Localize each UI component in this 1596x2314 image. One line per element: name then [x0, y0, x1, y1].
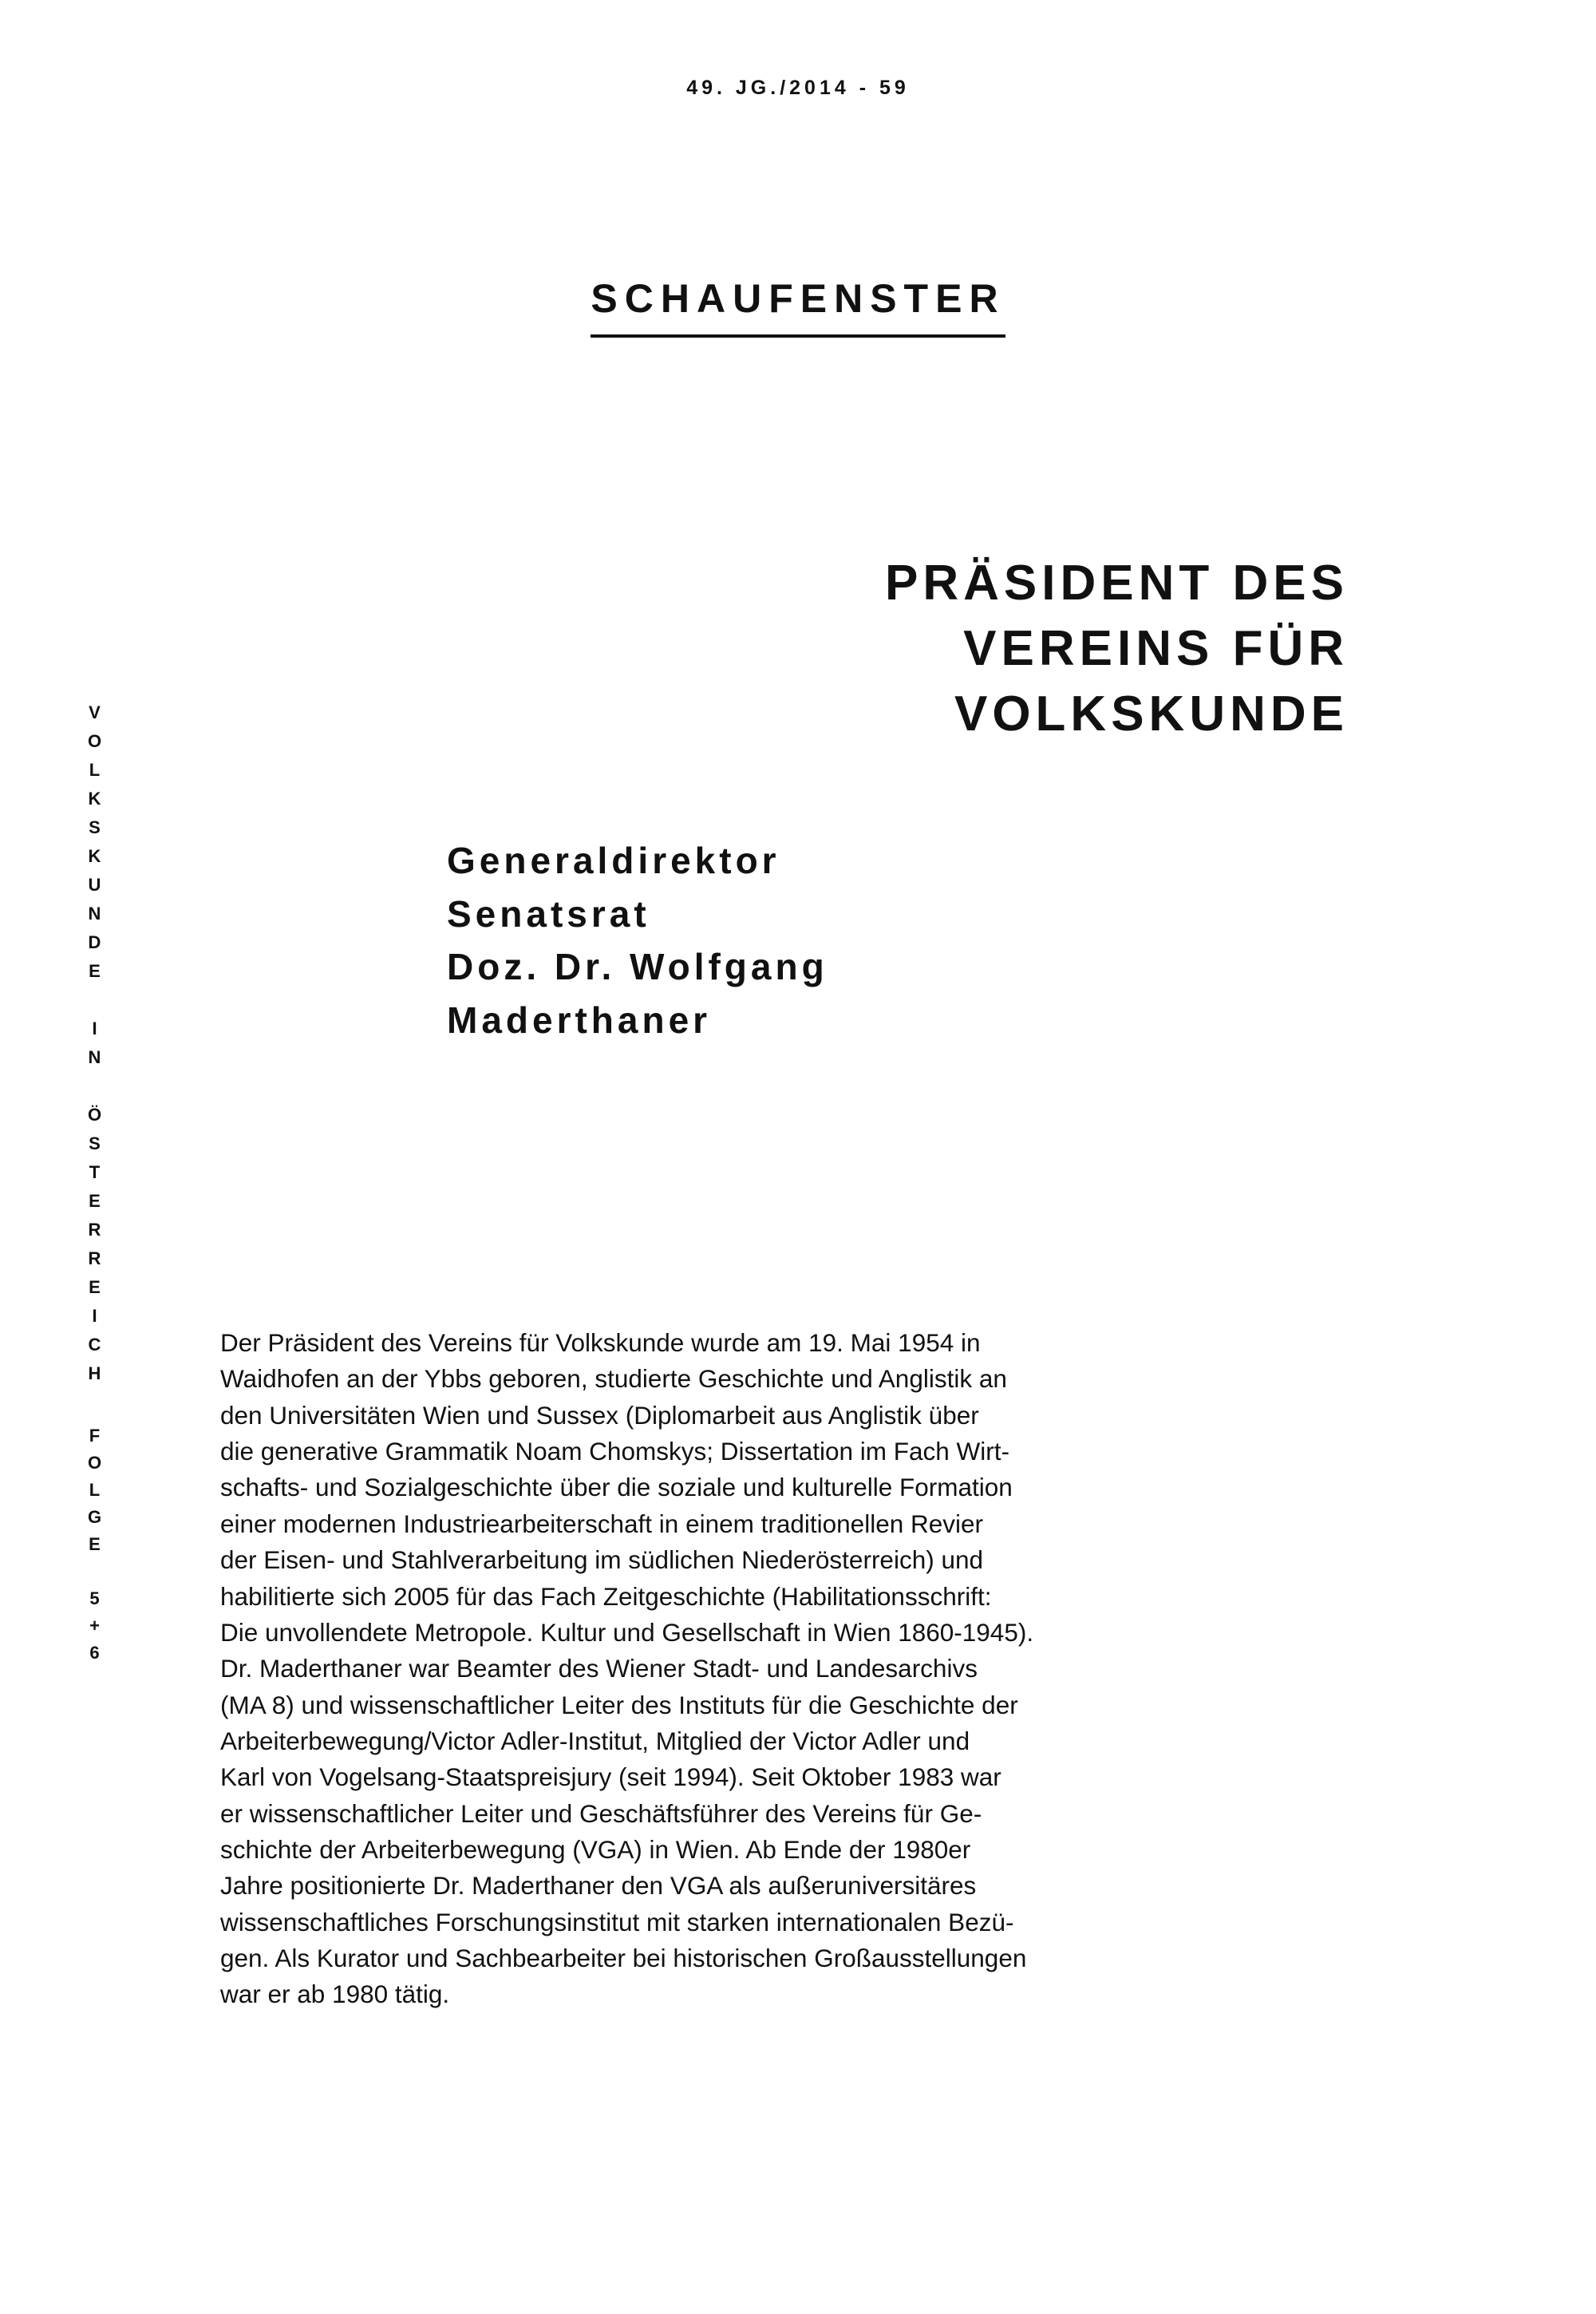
body-line: (MA 8) und wissenschaftlicher Leiter des Instituts für die Geschichte der [220, 1690, 1018, 1719]
body-line: war er ab 1980 tätig. [220, 1980, 450, 2009]
body-line: der Eisen- und Stahlverarbeitung im südlichen Niederösterreich) und [220, 1545, 984, 1575]
body-line: Der Präsident des Vereins für Volkskunde wurde am 19. Mai 1954 in [220, 1328, 981, 1357]
body-line: Arbeiterbewegung/Victor Adler-Institut, Mitglied der Victor Adler und [220, 1726, 970, 1755]
article-subtitle [447, 834, 1357, 1047]
subtitle-line: Senatsrat [447, 892, 650, 935]
body-line: einer modernen Industriearbeiterschaft in einem traditionellen Revier [220, 1509, 984, 1538]
side-rail [70, 702, 118, 1670]
body-line: habilitierte sich 2005 für das Fach Zeitgeschichte (Habilitationsschrift: [220, 1581, 992, 1611]
headline-line: VOLKSKUNDE [954, 686, 1349, 742]
headline-line: PRÄSIDENT DES [885, 556, 1349, 611]
body-line: die generative Grammatik Noam Chomskys; Dissertation im Fach Wirt- [220, 1437, 1010, 1466]
article-headline [215, 551, 1349, 746]
body-line: Jahre positionierte Dr. Maderthaner den VGA als außeruniversitäres [220, 1871, 977, 1901]
running-head: 49. JG./2014 - 59 [686, 77, 910, 99]
side-rail-series-label: VOLKSKUNDE IN ÖSTERREICH [85, 702, 105, 1392]
section-title: SCHAUFENSTER [591, 275, 1005, 338]
body-line: Die unvollendete Metropole. Kultur und Gesellschaft in Wien 1860-1945). [220, 1617, 1034, 1647]
subtitle-line: Generaldirektor [447, 840, 780, 881]
body-line: Waidhofen an der Ybbs geboren, studierte Geschichte und Anglistik an [220, 1364, 1007, 1394]
body-line: den Universitäten Wien und Sussex (Diplomarbeit aus Anglistik über [220, 1400, 979, 1430]
body-line: wissenschaftliches Forschungsinstitut mit starken internationalen Bezü- [220, 1907, 1014, 1936]
body-line: schichte der Arbeiterbewegung (VGA) in Wien. Ab Ende der 1980er [220, 1835, 971, 1865]
body-line: er wissenschaftlicher Leiter und Geschäftsführer des Vereins für Ge- [220, 1798, 982, 1828]
body-line: gen. Als Kurator und Sachbearbeiter bei historischen Großausstellungen [220, 1944, 1027, 1973]
section-title-container [0, 275, 1596, 338]
headline-line: VEREINS FÜR [963, 620, 1349, 676]
subtitle-line: Doz. Dr. Wolfgang [447, 946, 828, 988]
body-line: Karl von Vogelsang-Staatspreisjury (seit 1994). Seit Oktober 1983 war [220, 1762, 1001, 1792]
body-line: Dr. Maderthaner war Beamter des Wiener Stadt- und Landesarchivs [220, 1654, 978, 1683]
article-body [220, 1325, 1337, 2013]
subtitle-line: Maderthaner [447, 999, 712, 1042]
side-rail-issue-label: FOLGE 5+6 [85, 1426, 105, 1670]
body-line: schafts- und Sozialgeschichte über die soziale und kulturelle Formation [220, 1473, 1013, 1502]
